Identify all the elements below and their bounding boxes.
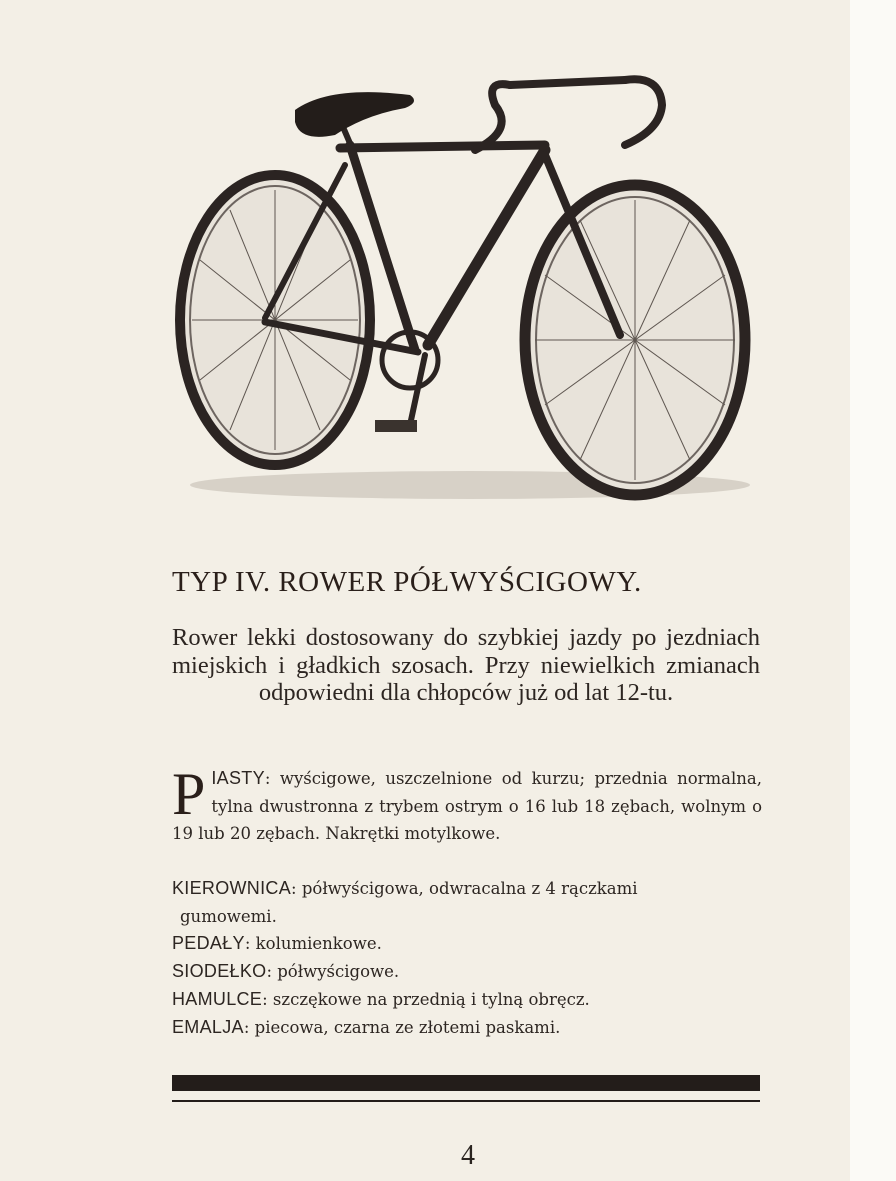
thick-divider: [172, 1075, 760, 1091]
spec-text-pedaly: : kolumienkowe.: [244, 934, 382, 953]
bicycle-illustration: [170, 60, 770, 530]
handlebars: [475, 79, 662, 150]
spec-label-piasty: IASTY: [211, 768, 265, 788]
spec-emalja: [172, 1014, 762, 1042]
spec-pedaly: [172, 930, 762, 958]
spec-piasty: [172, 761, 762, 848]
spec-label-emalja: EMALJA: [172, 1017, 244, 1037]
page-number: 4: [461, 1140, 475, 1171]
pedal: [375, 420, 417, 432]
page-title: TYP IV. ROWER PÓŁWYŚCIGOWY.: [172, 566, 642, 598]
spec-siodelko: [172, 958, 762, 986]
intro-paragraph: Rower lekki dostosowany do szybkiej jazdy po jezdniach miejskich i gładkich szosach. Przy niewielkich zmianach odpowiedni dla chłopców już od lat 12-tu.: [172, 624, 760, 706]
spec-kierownica: [172, 875, 762, 930]
thin-divider: [172, 1100, 760, 1102]
spec-hamulce: [172, 986, 762, 1014]
rear-wheel: [180, 175, 370, 465]
spec-label-hamulce: HAMULCE: [172, 989, 263, 1009]
page-edge: [850, 0, 896, 1181]
spec-text-siodelko: : półwyścigowe.: [266, 962, 400, 981]
spec-text-kierownica: : półwyścigowa, odwracalna z 4 rączkami: [291, 879, 638, 898]
spec-text-emalja: : piecowa, czarna ze złotemi paskami.: [243, 1018, 561, 1037]
spec-text-piasty: : wyścigowe, uszczelnione od kurzu; przednia normalna, tylna dwustronna z trybem ostrym o 16 lub 18 zębach, wolnym o 19 lub 20 zębach. Nakrętki motylkowe.: [172, 769, 762, 843]
spec-label-kierownica: KIEROWNICA: [172, 878, 292, 898]
spec-label-siodelko: SIODEŁKO: [172, 961, 267, 981]
front-wheel: [525, 185, 745, 495]
spec-label-pedaly: PEDAŁY: [172, 933, 245, 953]
saddle: [295, 92, 414, 137]
spec-text-kierownica-cont: gumowemi.: [180, 906, 277, 926]
drop-cap: P: [172, 761, 206, 827]
spec-text-hamulce: : szczękowe na przednią i tylną obręcz.: [262, 990, 590, 1009]
